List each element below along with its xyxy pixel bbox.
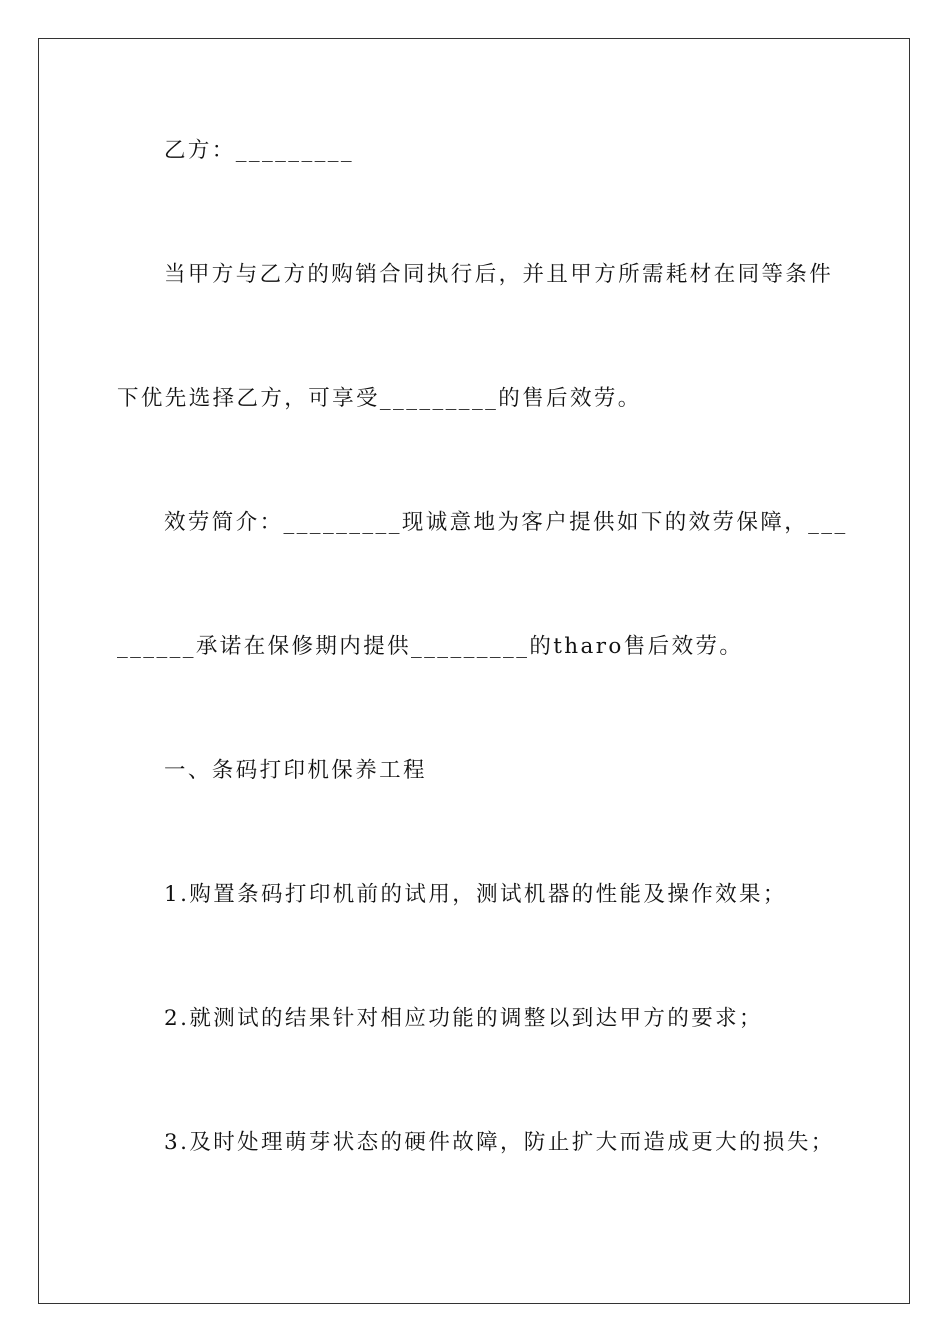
paragraph-2-line-1: 效劳简介：_________现诚意地为客户提供如下的效劳保障，___ — [164, 510, 848, 535]
list-item-3: 3.及时处理萌芽状态的硬件故障，防止扩大而造成更大的损失； — [164, 1130, 835, 1155]
paragraph-1-line-1: 当甲方与乙方的购销合同执行后，并且甲方所需耗材在同等条件 — [164, 262, 834, 287]
paragraph-2-line-2: ______承诺在保修期内提供_________的tharo售后效劳。 — [117, 634, 744, 659]
list-item-2: 2.就测试的结果针对相应功能的调整以到达甲方的要求； — [164, 1006, 763, 1031]
page-frame — [38, 38, 910, 1304]
list-item-1: 1.购置条码打印机前的试用，测试机器的性能及操作效果； — [164, 882, 787, 907]
paragraph-1-line-2: 下优先选择乙方，可享受_________的售后效劳。 — [117, 386, 642, 411]
section-heading: 一、条码打印机保养工程 — [164, 758, 427, 783]
party-b-line: 乙方：_________ — [164, 138, 355, 163]
